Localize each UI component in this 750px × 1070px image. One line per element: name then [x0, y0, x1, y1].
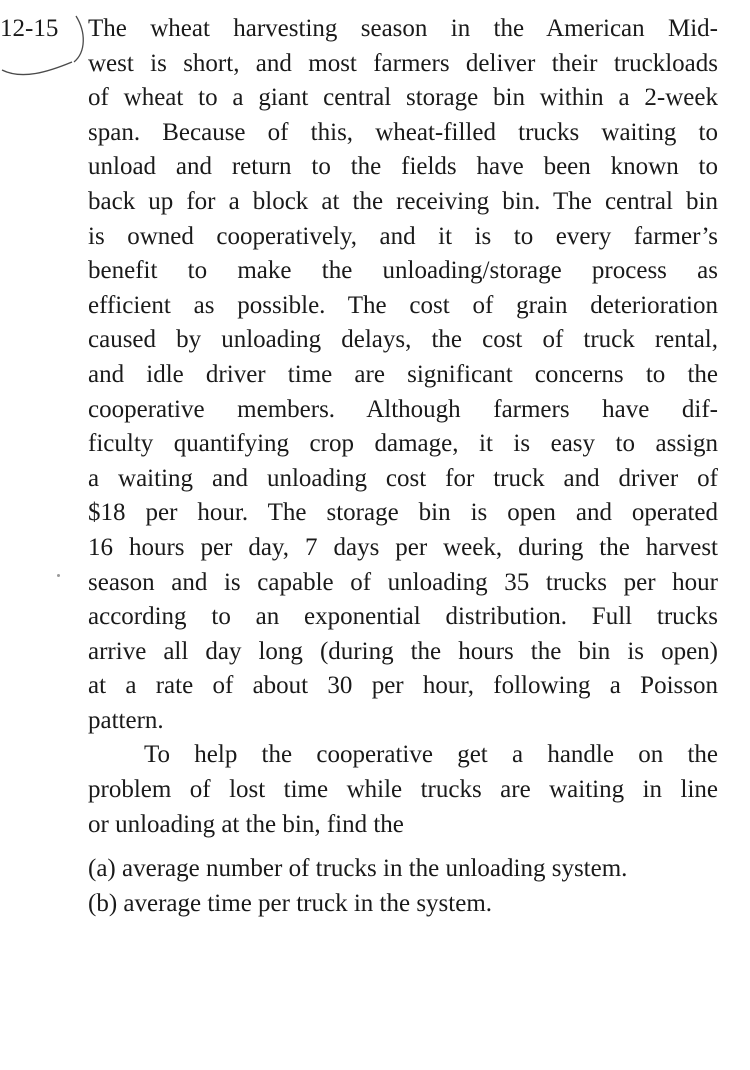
- text-line: and idle driver time are significant concerns to the: [88, 360, 718, 388]
- question-item-b: (b) average time per truck in the system.: [88, 889, 493, 917]
- text-line: west is short, and most farmers deliver their truckloads: [88, 49, 718, 77]
- text-line: cooperative members. Although farmers have dif-: [88, 395, 718, 423]
- text-line: of wheat to a giant central storage bin within a 2-week: [88, 84, 718, 112]
- text-line: $18 per hour. The storage bin is open and operated: [88, 499, 718, 527]
- text-line: back up for a block at the receiving bin. The central bin: [88, 187, 718, 215]
- problem-number: 12-15: [0, 15, 59, 42]
- text-line: a waiting and unloading cost for truck and driver of: [88, 464, 718, 492]
- text-line: span. Because of this, wheat-filled trucks waiting to: [88, 118, 718, 146]
- text-line: problem of lost time while trucks are waiting in line: [88, 776, 718, 804]
- handwritten-bracket-mark: [0, 10, 100, 80]
- text-line: ficulty quantifying crop damage, it is easy to assign: [88, 430, 718, 458]
- text-line: at a rate of about 30 per hour, following a Poisson: [88, 672, 718, 700]
- text-line: is owned cooperatively, and it is to every farmer’s: [88, 222, 718, 250]
- text-line: benefit to make the unloading/storage process as: [88, 257, 718, 285]
- text-line: unload and return to the fields have been known to: [88, 153, 718, 181]
- text-line: season and is capable of unloading 35 trucks per hour: [88, 568, 718, 596]
- text-line: caused by unloading delays, the cost of truck rental,: [88, 326, 718, 354]
- text-line: The wheat harvesting season in the American Mid-: [88, 15, 718, 42]
- question-item-a: (a) average number of trucks in the unloading system.: [88, 855, 628, 883]
- text-line: or unloading at the bin, find the: [88, 810, 404, 838]
- text-line: To help the cooperative get a handle on the: [144, 741, 718, 769]
- text-line: arrive all day long (during the hours the bin is open): [88, 637, 718, 665]
- text-line: 16 hours per day, 7 days per week, during the harvest: [88, 533, 718, 561]
- text-line: pattern.: [88, 706, 164, 734]
- text-line: efficient as possible. The cost of grain deterioration: [88, 291, 718, 319]
- problem-text: [88, 12, 718, 921]
- spacer: [88, 842, 718, 852]
- margin-dot: [57, 574, 60, 577]
- text-line: according to an exponential distribution. Full trucks: [88, 603, 718, 631]
